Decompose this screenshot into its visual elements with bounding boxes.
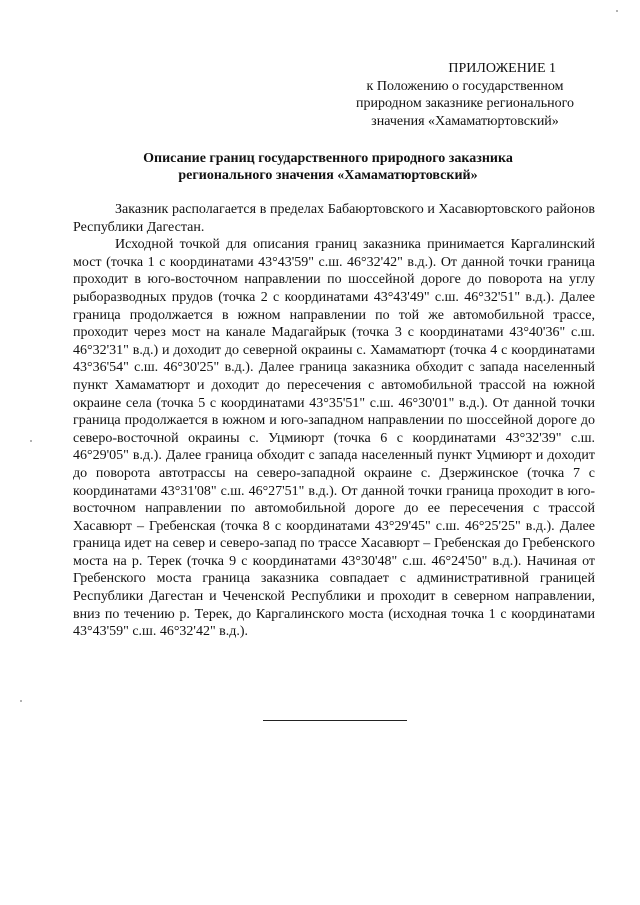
appendix-line-2: природном заказнике регионального xyxy=(355,96,575,111)
appendix-header xyxy=(330,60,600,130)
paragraph-1: Заказник располагается в пределах Бабаюртовского и Хасавюртовского районов Республики Дагестан. xyxy=(73,202,595,235)
paragraph-2: Исходной точкой для описания границ заказника принимается Каргалинский мост (точка 1 с координатами 43°43'59" с.ш. 46°32'42" в.д.). От данной точки граница проходит в юго-восточном направлении по шоссейной дороге до поворота на углу рыборазводных прудов (точка 2 с координатами 43°43'49" с.ш. 46°32'51" в.д.). Далее граница продолжается в южном направлении по той же автомобильной трассе, проходит через мост на канале Мадагайрык (точка 3 с координатами 43°40'36" с.ш. 46°32'31" в.д.) и доходит до северной окраины с. Хамаматюрт (точка 4 с координатами 43°36'54" с.ш. 46°30'25" в.д.). Далее граница заказника обходит с запада населенный пункт Хамаматюрт и доходит до пересечения с автомобильной трассой на южной окраине села (точка 5 с координатами 43°35'51" с.ш. 46°30'01" в.д.). От данной точки граница продолжается в южном и юго-западном направлении по шоссейной дороге до северо-восточной окраины с. Уцмиюрт (точка 6 с координатами 43°32'39" с.ш. 46°29'05" в.д.). Далее граница обходит с запада населенный пункт Уцмиюрт и доходит до поворота автотрассы на северо-западной окраине с. Дзержинское (точка 7 с координатами 43°31'08" с.ш. 46°27'51" в.д.). От данной точки граница проходит в юго-восточном направлении по автомобильной дороге до ее пересечения с трассой Хасавюрт – Гребенская (точка 8 с координатами 43°29'45" с.ш. 46°25'25" в.д.). Далее граница идет на север и северо-запад по трассе Хасавюрт – Гребенская до Гребенского моста на р. Терек (точка 9 с координатами 43°30'48" с.ш. 46°24'50" в.д.). Начиная от Гребенского моста граница заказника совпадает с административной границей Республики Дагестан и Чеченской Республики и проходит в северном направлении, вниз по течению р. Терек, до Каргалинского моста (исходная точка 1 с координатами 43°43'59" с.ш. 46°32'42" в.д.). xyxy=(73,237,595,640)
scan-speck xyxy=(20,700,22,702)
document-title-line-2: регионального значения «Хамаматюртовский» xyxy=(178,168,478,183)
scan-speck xyxy=(30,440,32,442)
document-title-line-1: Описание границ государственного природного заказника xyxy=(143,151,513,166)
document-body xyxy=(73,201,595,641)
appendix-line-1: к Положению о государственном xyxy=(366,78,564,94)
document-title xyxy=(60,150,596,184)
appendix-line-3: значения «Хамаматюртовский» xyxy=(371,113,559,129)
scan-speck xyxy=(616,10,618,12)
appendix-title: ПРИЛОЖЕНИЕ 1 xyxy=(448,61,556,76)
closing-rule xyxy=(263,720,407,721)
